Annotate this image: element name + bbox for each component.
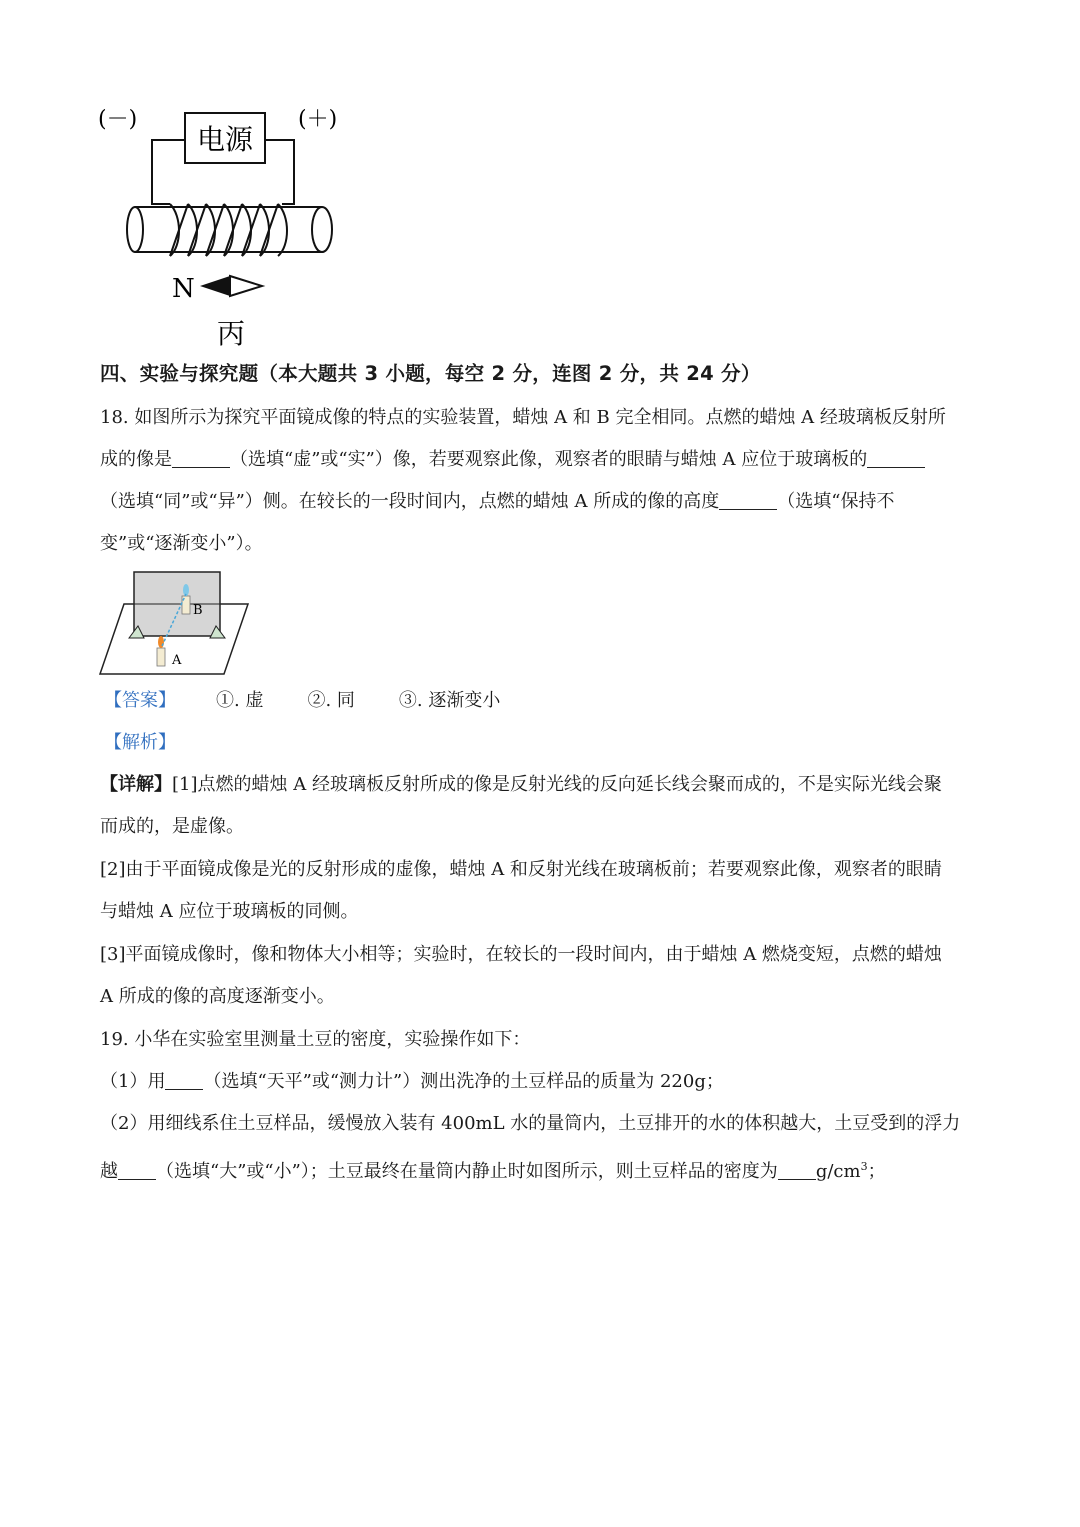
answer-item-1: ①. 虚 [216,690,264,711]
q19-part-2-b: （选填“大”或“小”）；土豆最终在量筒内静止时如图所示，则土豆样品的密度为 [156,1161,778,1182]
q19-line-1: 19. 小华在实验室里测量土豆的密度，实验操作如下： [100,1029,531,1050]
answer-item-3: ③. 逐渐变小 [398,690,501,711]
label-a: A [172,653,182,668]
candle-a-flame-icon [158,636,164,648]
q19-unit: g/cm [815,1161,861,1182]
candle-a-icon [157,648,165,666]
compass-needle-north-icon [200,276,230,296]
detail-1-text: [1]点燃的蜡烛 A 经玻璃板反射所成的像是反射光线的反向延长线会聚而成的，不是实际光线会聚 [172,774,942,795]
q18-line-3-a: （选填“同”或“异”）侧。在较长的一段时间内，点燃的蜡烛 A 所成的像的高度 [100,491,720,512]
q18-line-1: 18. 如图所示为探究平面镜成像的特点的实验装置，蜡烛 A 和 B 完全相同。点燃的蜡烛 A 经玻璃板反射所 [100,407,946,428]
label-b: B [193,603,203,618]
q19-part-1-a: （1）用 [100,1071,166,1092]
figure-label-bing: 丙 [217,317,246,350]
answer-blank-6[interactable] [778,1159,816,1180]
answer-item-2: ②. 同 [307,690,355,711]
detail-tag: 【详解】 [100,774,172,795]
detail-1-line-1 [100,764,984,807]
q19-part-2-line-2 [100,1146,984,1194]
q18-line-4: 变”或“逐渐变小”）。 [100,533,263,554]
electromagnet-figure [90,96,360,356]
q18-line-3-b: （选填“保持不 [777,491,895,512]
q18-line-3 [100,481,984,524]
detail-2-line-2: 与蜡烛 A 应位于玻璃板的同侧。 [100,901,359,922]
section-heading: 四、实验与探究题（本大题共 3 小题，每空 2 分，连图 2 分，共 24 分） [100,362,761,385]
answer-blank-5[interactable] [118,1159,156,1180]
q19-end: ； [867,1161,886,1182]
answer-blank-4[interactable] [165,1069,203,1090]
q18-line-2 [100,439,984,482]
power-source-label: 电源 [196,123,254,156]
q19-part-1-b: （选填“天平”或“测力计”）测出洗净的土豆样品的质量为 220g； [203,1071,724,1092]
q19-part-1 [100,1061,984,1104]
answer-blank-3[interactable] [719,489,777,510]
answer-blank-2[interactable] [867,447,925,468]
detail-3-line-2: A 所成的像的高度逐渐变小。 [100,986,335,1007]
analysis-tag: 【解析】 [104,732,176,753]
answer-blank-1[interactable] [172,447,230,468]
detail-2-line-1: [2]由于平面镜成像是光的反射形成的虚像，蜡烛 A 和反射光线在玻璃板前；若要观察此像，观察者的眼睛 [100,859,942,880]
pos-terminal-label: (＋) [298,107,338,132]
q19-part-2-line-1: （2）用细线系住土豆样品，缓慢放入装有 400mL 水的量筒内，土豆排开的水的体积越大，土豆受到的浮力 [100,1113,961,1134]
q19-unit-sup: 3 [860,1160,868,1173]
neg-terminal-label: (－) [98,107,138,132]
q19-part-2-a: 越 [100,1161,118,1182]
right-wire [265,140,294,204]
coil-windings [170,204,287,256]
left-wire [152,140,185,204]
detail-1-line-2: 而成的，是虚像。 [100,816,244,837]
answer-tag: 【答案】 [104,690,176,711]
q18-line-2-b: （选填“虚”或“实”）像，若要观察此像，观察者的眼睛与蜡烛 A 应位于玻璃板的 [230,449,868,470]
needle-n-label: N [172,274,195,304]
compass-needle-south-icon [230,276,262,296]
answer-row [104,681,544,721]
plane-mirror-diagram [96,566,256,678]
q18-line-2-a: 成的像是 [100,449,172,470]
electromagnet-diagram [90,96,360,356]
plane-mirror-figure [96,566,256,678]
detail-3-line-1: [3]平面镜成像时，像和物体大小相等；实验时，在较长的一段时间内，由于蜡烛 A 燃烧变短，点燃的蜡烛 [100,944,942,965]
